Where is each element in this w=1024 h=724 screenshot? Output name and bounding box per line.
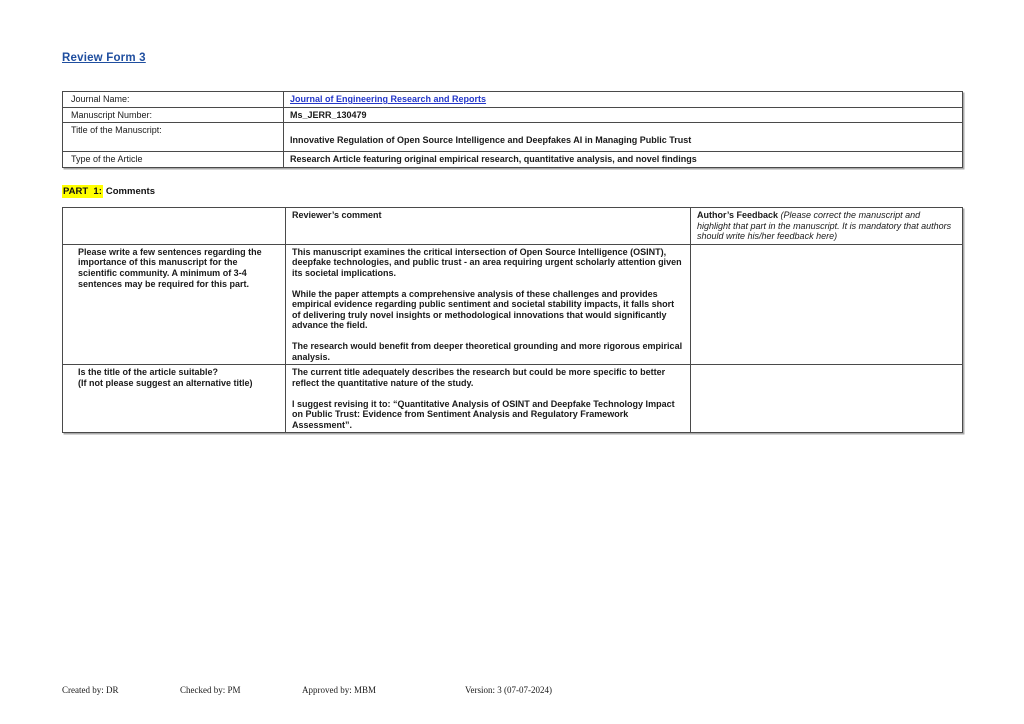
manuscript-title-label: Title of the Manuscript:	[63, 123, 284, 152]
reviewer-comment-header: Reviewer’s comment	[286, 208, 691, 245]
reviewer-comment-importance: This manuscript examines the critical intersection of Open Source Intelligence (OSINT), deepfake technologies, and public trust - an area requiring urgent scholarly attention given its societal implications. While the paper attempts a comprehensive analysis of these challenges and provides empirical evidence regarding public sentiment and societal stability impacts, it falls short of delivering truly novel insights or methodological innovations that would significantly advance the field. The research would benefit from deeper theoretical grounding and more rigorous empirical analysis.	[286, 244, 691, 364]
article-type-label: Type of the Article	[63, 152, 284, 168]
footer-created: Created by: DR	[62, 685, 119, 695]
reviewer-comment-title: The current title adequately describes the research but could be more specific to better reflect the quantitative nature of the study. I suggest revising it to: “Quantitative Analysis of OSINT and Deepfake Technology Impact on Public Trust: Evidence from Sentiment Analysis and Regulatory Framework Assessment”.	[286, 365, 691, 433]
manuscript-number-label: Manuscript Number:	[63, 107, 284, 123]
manuscript-number-value: Ms_JERR_130479	[284, 107, 963, 123]
author-feedback-header	[691, 208, 963, 245]
part1-heading	[62, 186, 155, 197]
question-importance: Please write a few sentences regarding the importance of this manuscript for the scientific community. A minimum of 3-4 sentences may be required for this part.	[63, 244, 286, 364]
table-row	[63, 152, 963, 168]
question-title-suitable: Is the title of the article suitable? (If not please suggest an alternative title)	[63, 365, 286, 433]
journal-name-link[interactable]: Journal of Engineering Research and Reports	[290, 94, 487, 104]
table-header-row	[63, 208, 963, 245]
author-feedback-header-bold: Author’s Feedback	[697, 210, 781, 220]
table-row	[63, 123, 963, 152]
page-title: Review Form 3	[62, 52, 146, 64]
question-header-cell	[63, 208, 286, 245]
author-feedback-cell-1[interactable]	[691, 244, 963, 364]
footer-approved: Approved by: MBM	[302, 685, 376, 695]
part1-badge: PART 1:	[63, 186, 102, 197]
article-type-value: Research Article featuring original empirical research, quantitative analysis, and novel findings	[284, 152, 963, 168]
table-row	[63, 107, 963, 123]
author-feedback-cell-2[interactable]	[691, 365, 963, 433]
comments-table	[62, 207, 963, 433]
author-feedback-header-note: (Please correct the manuscript and highlight that part in the manuscript. It is mandatory that authors should write his/her feedback here)	[697, 210, 952, 242]
footer-checked: Checked by: PM	[180, 685, 241, 695]
table-row	[63, 365, 963, 433]
footer-version: Version: 3 (07-07-2024)	[465, 685, 552, 695]
part1-label: Comments	[105, 186, 155, 197]
manuscript-info-table	[62, 91, 963, 168]
table-row	[63, 92, 963, 108]
journal-name-label: Journal Name:	[63, 92, 284, 108]
manuscript-title-value: Innovative Regulation of Open Source Intelligence and Deepfakes AI in Managing Public Trust	[284, 123, 963, 152]
table-row	[63, 244, 963, 364]
